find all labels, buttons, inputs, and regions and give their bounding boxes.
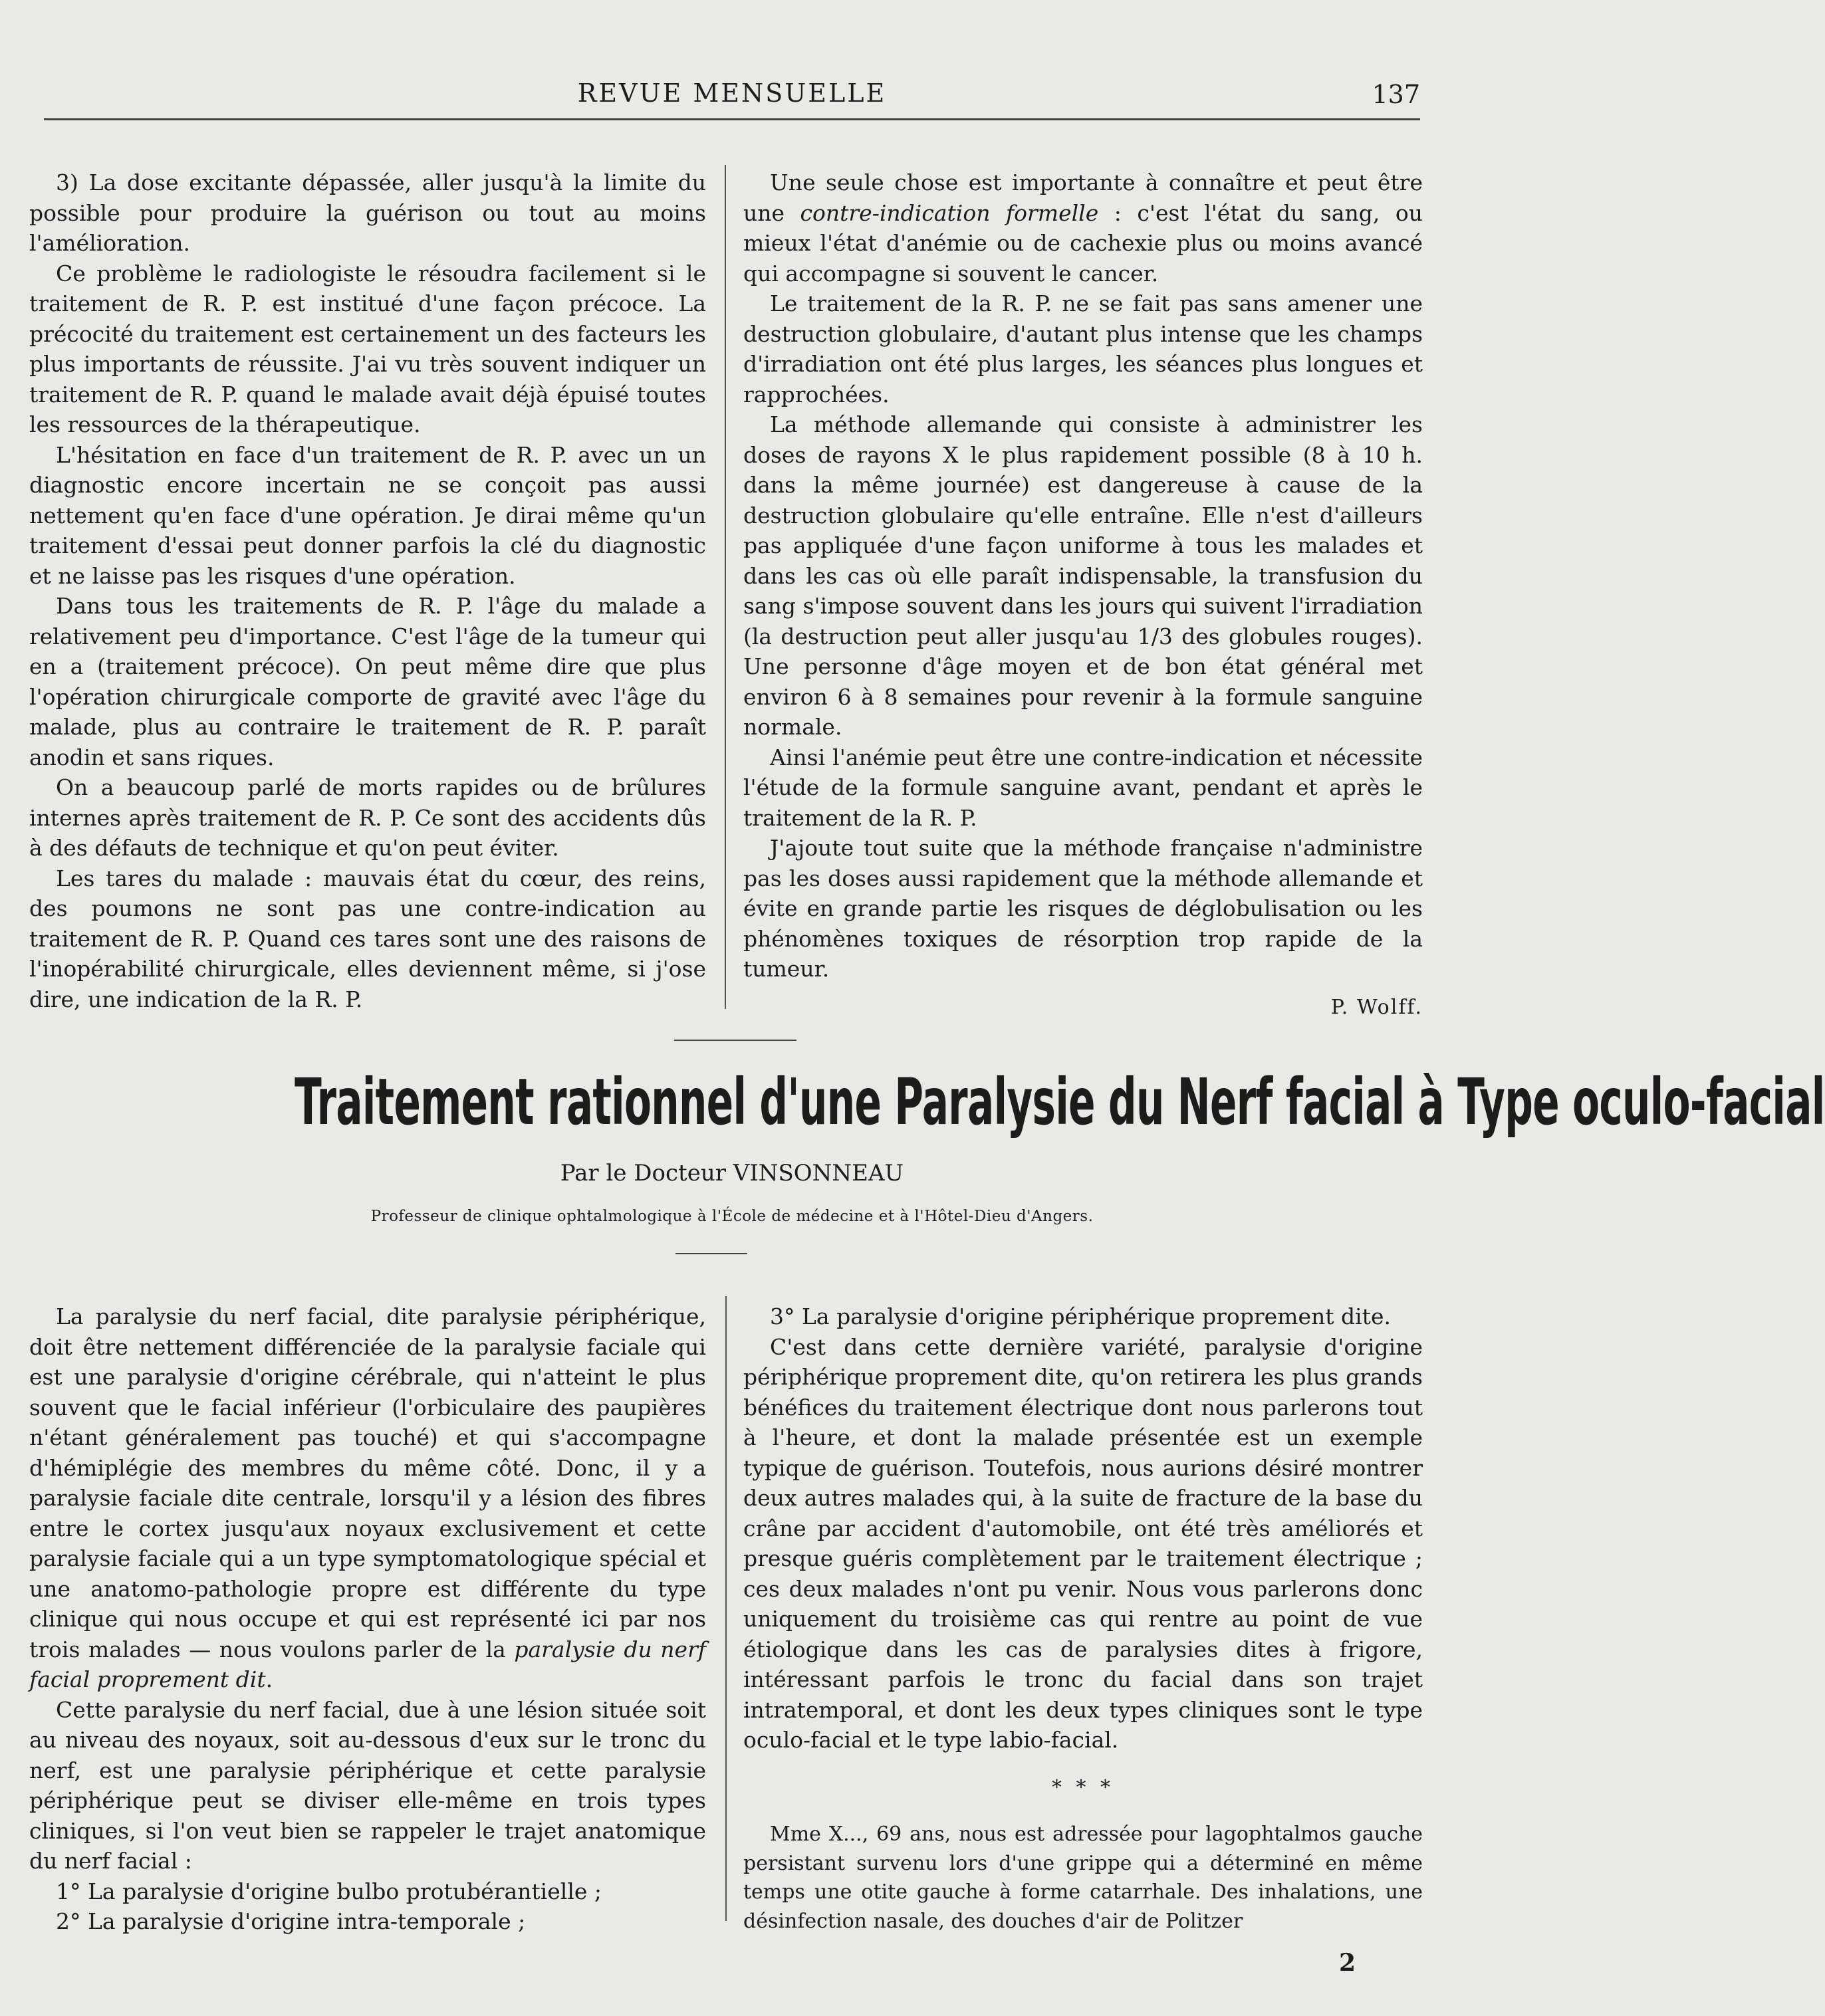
paragraph: La paralysie du nerf facial, dite paralysie périphérique, doit être nettement différenciée de la paralysie faciale qui est une paralysie d'origine cérébrale, qui n'atteint le plus souvent que le facial inférieur (l'orbiculaire des paupières n'étant généralement pas touché) et qui s'accompagne d'hémiplégie des membres du même côté. Donc, il y a paralysie faciale dite centrale, lorsqu'il y a lésion des fibres entre le cortex jusqu'aux noyaux exclusivement et cette paralysie faciale qui a un type symptomatologique spécial et une anatomo-pathologie propre est différente du type clinique qui nous occupe et qui est représenté ici par nos trois malades — nous voulons parler de la paralysie du nerf facial proprement dit. [29, 1303, 706, 1692]
list-item: 3° La paralysie d'origine périphérique proprement dite. [770, 1303, 1391, 1329]
section-stars: * * * [1051, 1776, 1115, 1799]
paragraph: 3) La dose excitante dépassée, aller jusqu'à la limite du possible pour produire la guérison ou tout au moins l'amélioration. [29, 169, 706, 256]
signature-mark: 2 [1339, 1949, 1356, 1977]
article-title: Traitement rationnel d'une Paralysie du Nerf facial à Type oculo-facial [295, 1065, 1825, 1139]
paragraph: La méthode allemande qui consiste à administrer les doses de rayons X le plus rapidement possible (8 à 10 h. dans la même journée) est dangereuse à cause de la destruction globulaire qu'elle entraîne. Elle n'est d'ailleurs pas appliquée d'une façon uniforme à tous les malades et dans les cas où elle paraît indispensable, la transfusion du sang s'impose souvent dans les jours qui suivent l'irradiation (la destruction peut aller jusqu'au 1/3 des globules rouges). Une personne d'âge moyen et de bon état général met environ 6 à 8 semaines pour revenir à la formule sanguine normale. [743, 411, 1423, 740]
paragraph: J'ajoute tout suite que la méthode française n'administre pas les doses aussi rapidement que la méthode allemande et évite en grande partie les risques de déglobulisation ou les phénomènes toxiques de résorption trop rapide de la tumeur. [743, 835, 1423, 982]
paragraph: C'est dans cette dernière variété, paralysie d'origine périphérique proprement dite, qu'on retirera les plus grands bénéfices du traitement électrique dont nous parlerons tout à l'heure, et dont la malade présentée est un exemple typique de guérison. Toutefois, nous aurions désiré montrer deux autres malades qui, à la suite de fracture de la base du crâne par accident d'automobile, ont été très améliorés et presque guéris complètement par le traitement électrique ; ces deux malades n'ont pu venir. Nous vous parlerons donc uniquement du troisième cas qui rentre au point de vue étiologique dans les cas de paralysies dites à frigore, intéressant parfois le tronc du facial dans son trajet intratemporal, et dont les deux types cliniques sont le type oculo-facial et le type labio-facial. [743, 1333, 1423, 1753]
column-divider [725, 165, 726, 1009]
heading-rule [675, 1253, 747, 1254]
paragraph: Cette paralysie du nerf facial, due à une lésion située soit au niveau des noyaux, soit au-dessous d'eux sur le tronc du nerf, est une paralysie périphérique et cette paralysie périphérique peut se diviser elle-même en trois types cliniques, si l'on veut bien se rappeler le trajet anatomique du nerf facial : [29, 1696, 706, 1874]
paragraph: L'hésitation en face d'un traitement de R. P. avec un un diagnostic encore incertain ne se conçoit pas aussi nettement qu'en face d'une opération. Je dirai même qu'un traitement d'essai peut donner parfois la clé du diagnostic et ne laisse pas les risques d'une opération. [29, 441, 706, 589]
emphasis: paralysie du nerf facial proprement dit [29, 1636, 706, 1692]
paragraph: Le traitement de la R. P. ne se fait pas sans amener une destruction globulaire, d'autant plus intense que les champs d'irradiation ont été plus larges, les séances plus longues et rapprochées. [743, 290, 1423, 407]
journal-title: REVUE MENSUELLE [577, 78, 887, 108]
case-report [743, 1820, 1423, 1936]
author-signature: P. Wolff. [1330, 995, 1423, 1019]
emphasis: contre-indication formelle [800, 199, 1099, 226]
paragraph: Mme X..., 69 ans, nous est adressée pour lagophtalmos gauche persistant survenu lors d'une grippe qui a déterminé en même temps une otite gauche à forme catarrhale. Des inhalations, une désinfection nasale, des douches d'air de Politzer [743, 1823, 1423, 1933]
paragraph: Ainsi l'anémie peut être une contre-indication et nécessite l'étude de la formule sanguine avant, pendant et après le traitement de la R. P. [743, 744, 1423, 831]
header-rule [44, 118, 1420, 120]
section-separator [674, 1040, 796, 1041]
paragraph: On a beaucoup parlé de morts rapides ou de brûlures internes après traitement de R. P. Ce sont des accidents dûs à des défauts de technique et qu'on peut éviter. [29, 774, 706, 861]
paragraph: Une seule chose est importante à connaître et peut être une contre-indication formelle : c'est l'état du sang, ou mieux l'état d'anémie ou de cachexie plus ou moins avancé qui accompagne si souvent le cancer. [743, 169, 1423, 286]
lower-left-column [29, 1301, 706, 1937]
article-byline: Par le Docteur VINSONNEAU [560, 1160, 904, 1186]
page-number: 137 [1372, 80, 1420, 109]
list-item: 1° La paralysie d'origine bulbo protubérantielle ; [56, 1878, 602, 1904]
upper-left-column [29, 168, 706, 1014]
upper-right-column [743, 168, 1423, 1022]
column-divider [725, 1296, 727, 1921]
paragraph: Dans tous les traitements de R. P. l'âge du malade a relativement peu d'importance. C'est l'âge de la tumeur qui en a (traitement précoce). On peut même dire que plus l'opération chirurgicale comporte de gravité avec l'âge du malade, plus au contraire le traitement de R. P. paraît anodin et sans riques. [29, 593, 706, 770]
list-item: 2° La paralysie d'origine intra-temporale ; [56, 1908, 526, 1934]
paragraph: Ce problème le radiologiste le résoudra facilement si le traitement de R. P. est institué d'une façon précoce. La précocité du traitement est certainement un des facteurs les plus importants de réussite. J'ai vu très souvent indiquer un traitement de R. P. quand le malade avait déjà épuisé toutes les ressources de la thérapeutique. [29, 260, 706, 437]
lower-right-column [743, 1301, 1423, 1755]
paragraph: Les tares du malade : mauvais état du cœur, des reins, des poumons ne sont pas une contre-indication au traitement de R. P. Quand ces tares sont une des raisons de l'inopérabilité chirurgicale, elles deviennent même, si j'ose dire, une indication de la R. P. [29, 865, 706, 1012]
author-affiliation: Professeur de clinique ophtalmologique à l'École de médecine et à l'Hôtel-Dieu d'Angers. [370, 1208, 1094, 1225]
